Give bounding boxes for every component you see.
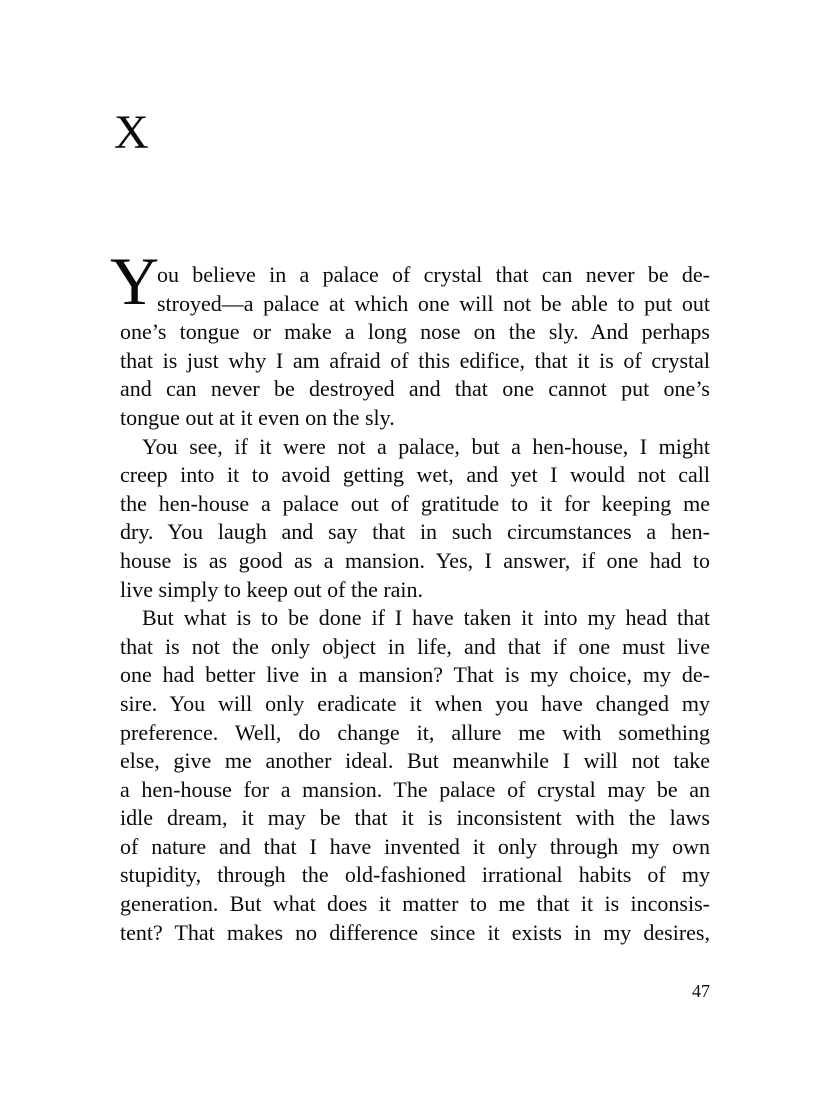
text-line: live simply to keep out of the rain.	[120, 576, 424, 602]
drop-cap: Y	[110, 243, 160, 319]
text-line: dry. You laugh and say that in such circumstances a hen-	[120, 519, 710, 545]
text-line: preference. Well, do change it, allure me with something	[120, 719, 710, 745]
text-line: of nature and that I have invented it only through my own	[120, 833, 710, 859]
paragraph-3	[120, 604, 710, 947]
text-line: that is not the only object in life, and that if one must live	[120, 633, 710, 659]
text-line: ou believe in a palace of crystal that can never be de-	[157, 262, 710, 287]
text-line: You see, if it were not a palace, but a hen-house, I might	[142, 433, 710, 459]
text-line: But what is to be done if I have taken it into my head that	[142, 605, 710, 631]
text-line: a hen-house for a mansion. The palace of crystal may be an	[120, 776, 710, 802]
paragraph-2	[120, 433, 710, 605]
text-line: that is just why I am afraid of this edifice, that it is of crystal	[120, 347, 710, 373]
text-line: one’s tongue or make a long nose on the sly. And perhaps	[120, 319, 710, 345]
text-line: sire. You will only eradicate it when you have changed my	[120, 690, 710, 716]
text-line: creep into it to avoid getting wet, and yet I would not call	[120, 462, 710, 488]
text-line: tent? That makes no difference since it exists in my desires,	[120, 919, 710, 945]
text-line: generation. But what does it matter to me that it is inconsis-	[120, 891, 710, 917]
body-text	[110, 243, 710, 947]
chapter-heading: X	[114, 106, 150, 159]
text-line: and can never be destroyed and that one cannot put one’s	[120, 376, 710, 402]
text-line: one had better live in a mansion? That is my choice, my de-	[120, 662, 710, 688]
paragraph-1	[110, 243, 710, 433]
text-line: tongue out at it even on the sly.	[120, 404, 395, 430]
text-line: the hen-house a palace out of gratitude to it for keeping me	[120, 490, 710, 516]
text-line: stupidity, through the old-fashioned irrational habits of my	[120, 862, 710, 888]
text-line: stroyed—a palace at which one will not be able to put out	[157, 290, 710, 316]
text-line: else, give me another ideal. But meanwhile I will not take	[120, 748, 710, 774]
page-number: 47	[692, 981, 710, 1001]
text-line: idle dream, it may be that it is inconsistent with the laws	[120, 805, 710, 831]
text-line: house is as good as a mansion. Yes, I answer, if one had to	[120, 547, 710, 573]
